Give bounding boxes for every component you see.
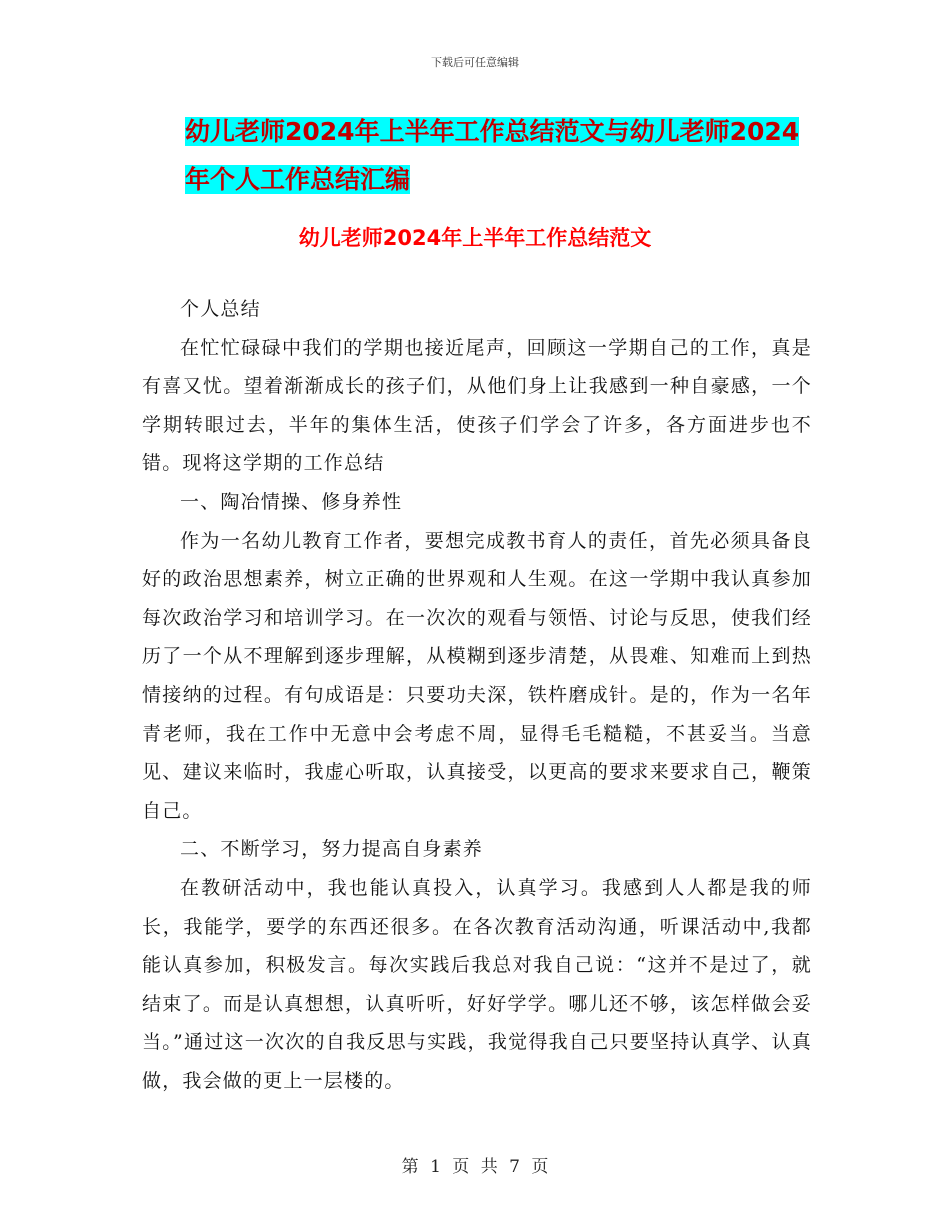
document-title-line-2: 年个人工作总结汇编	[185, 165, 411, 194]
paragraph-heading-2: 二、不断学习，努力提高自身素养	[180, 838, 484, 861]
paragraph-section-1: 作为一名幼儿教育工作者，要想完成教书育人的责任，首先必须具备良好的政治思想素养，树立正确的世界观和人生观。在这一学期中我认真参加每次政治学习和培训学习。在一次次的观看与领悟、讨论与反思，使我们经历了一个从不理解到逐步理解，从模糊到逐步清楚，从畏难、知难而上到热情接纳的过程。有句成语是：只要功夫深，铁杵磨成针。是的，作为一名年青老师，我在工作中无意中会考虑不周，显得毛毛糙糙，不甚妥当。当意见、建议来临时，我虚心听取，认真接受，以更高的要求来要求自己，鞭策自己。	[142, 529, 812, 822]
paragraph-intro: 在忙忙碌碌中我们的学期也接近尾声，回顾这一学期自己的工作，真是有喜又忧。望着渐渐成长的孩子们，从他们身上让我感到一种自豪感，一个学期转眼过去，半年的集体生活，使孩子们学会了许多，各方面进步也不错。现将这学期的工作总结	[142, 336, 812, 475]
page-footer: 第 1 页 共 7 页	[401, 1157, 549, 1177]
document-title	[185, 108, 810, 204]
paragraph-heading-1: 一、陶冶情操、修身养性	[180, 490, 403, 513]
document-title-line-1: 幼儿老师2024年上半年工作总结范文与幼儿老师2024	[185, 117, 800, 146]
paragraph-section-2: 在教研活动中，我也能认真投入，认真学习。我感到人人都是我的师长，我能学，要学的东西还很多。在各次教育活动沟通，听课活动中,我都能认真参加，积极发言。每次实践后我总对我自己说：“这并不是过了，就结束了。而是认真想想，认真听听，好好学学。哪儿还不够，该怎样做会妥当。”通过这一次次的自我反思与实践，我觉得我自己只要坚持认真学、认真做，我会做的更上一层楼的。	[142, 876, 812, 1092]
document-body	[142, 290, 812, 1100]
section-title: 幼儿老师2024年上半年工作总结范文	[298, 226, 652, 250]
header-note: 下载后可任意编辑	[431, 56, 519, 69]
paragraph-heading-personal-summary: 个人总结	[180, 298, 261, 320]
